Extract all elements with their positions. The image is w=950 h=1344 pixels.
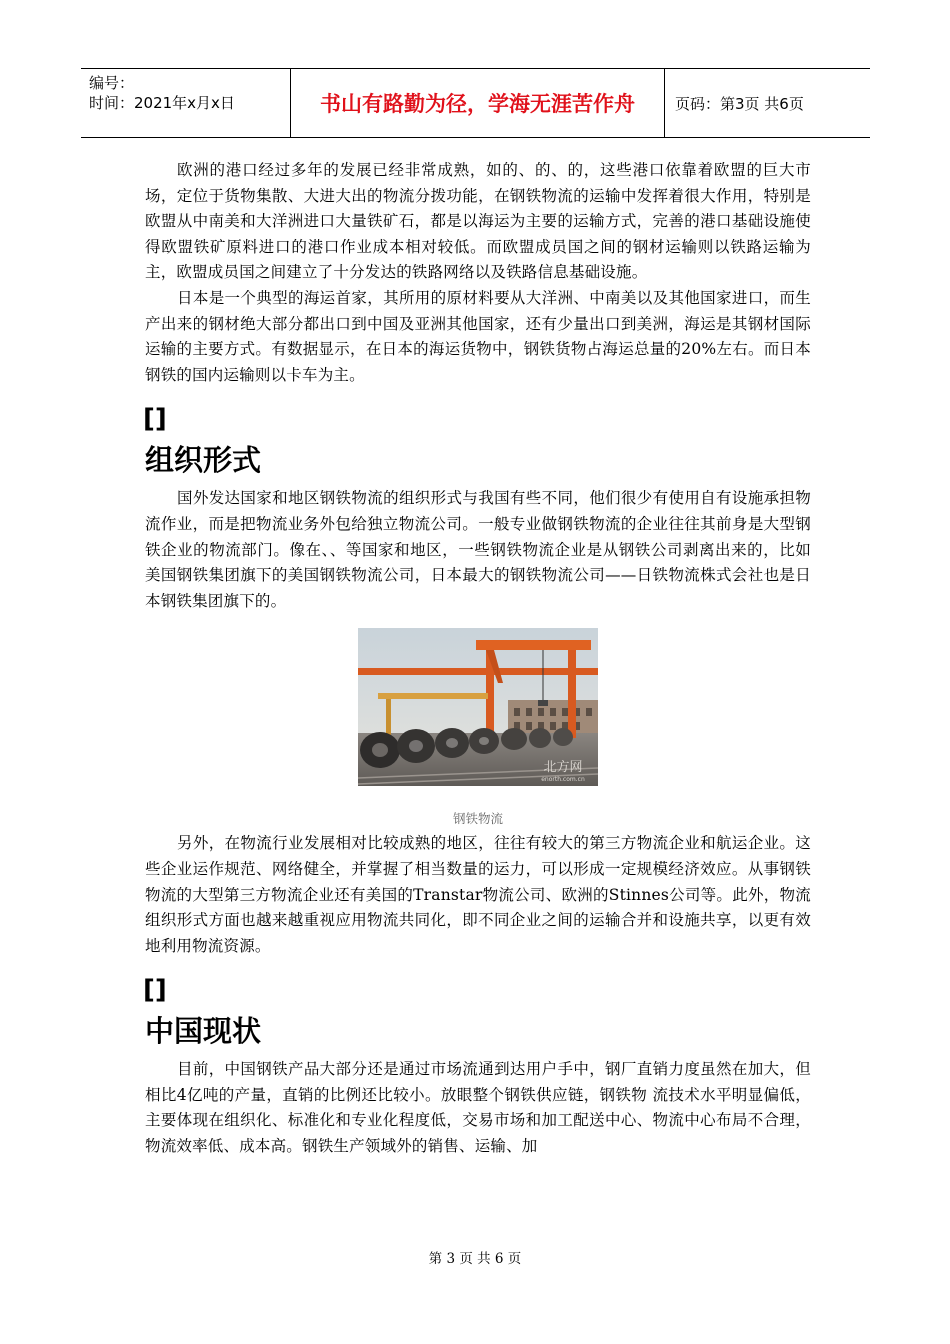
document-body [145,158,811,1160]
section-marker: [] [143,975,167,1006]
page-footer: 第 3 页 共 6 页 [428,1251,522,1267]
document-number-label: 编号： [89,74,135,92]
document-date-label: 时间：2021年x月x日 [89,94,235,112]
watermark-text: 北方网 [543,760,583,776]
header-motto: 书山有路勤为径，学海无涯苦作舟 [290,69,665,137]
paragraph-third-party: 另外，在物流行业发展相对比较成熟的地区，往往有较大的第三方物流企业和航运企业。这些企业运作规范、网络健全，并掌握了相当数量的运力，可以形成一定规模经济效应。从事钢铁物流的大型第三方物流企业还有美国的Transtar物流公司、欧洲的Stinnes公司等。此外，物流组织形式方面也越来越重视应用物流共同化，即不同企业之间的运输合并和设施共享，以更有效地利用物流资源。 [145,834,811,955]
watermark-subtext: enorth.com.cn [541,776,585,784]
section-heading-organization: 组织形式 [145,443,262,478]
figure-caption: 钢铁物流 [452,811,503,827]
steel-logistics-photo [358,628,598,786]
section-heading-china-status: 中国现状 [145,1014,262,1049]
paragraph-europe-ports: 欧洲的港口经过多年的发展已经非常成熟，如的、的、的，这些港口依靠着欧盟的巨大市场，定位于货物集散、大进大出的物流分拨功能，在钢铁物流的运输中发挥着很大作用，特别是欧盟从中南美和大洋洲进口大量铁矿石，都是以海运为主要的运输方式，完善的港口基础设施使得欧盟铁矿原料进口的港口作业成本相对较低。而欧盟成员国之间的钢材运输则以铁路运输为主，欧盟成员国之间建立了十分发达的铁路网络以及铁路信息基础设施。 [145,161,811,282]
paragraph-organization: 国外发达国家和地区钢铁物流的组织形式与我国有些不同，他们很少有使用自有设施承担物流作业，而是把物流业务外包给独立物流公司。一般专业做钢铁物流的企业往往其前身是大型钢铁企业的物流部门。像在、、等国家和地区，一些钢铁物流企业是从钢铁公司剥离出来的，比如美国钢铁集团旗下的美国钢铁物流公司，日本最大的钢铁物流公司——日铁物流株式会社也是日本钢铁集团旗下的。 [145,489,811,610]
paragraph-japan-shipping: 日本是一个典型的海运首家，其所用的原材料要从大洋洲、中南美以及其他国家进口，而生产出来的钢材绝大部分都出口到中国及亚洲其他国家，还有少量出口到美洲，海运是其钢材国际运输的主要方式。有数据显示，在日本的海运货物中，钢铁货物占海运总量的20%左右。而日本钢铁的国内运输则以卡车为主。 [145,288,811,384]
header-left-cell [81,69,290,137]
page-header [81,68,870,138]
paragraph-china-status: 目前，中国钢铁产品大部分还是通过市场流通到达用户手中，钢厂直销力度虽然在加大，但相比4亿吨的产量，直销的比例还比较小。放眼整个钢铁供应链，钢铁物 流技术水平明显偏低，主要体现在组织化、标准化和专业化程度低，交易市场和加工配送中心、物流中心布局不合理，物流效率低、成本高。钢铁生产领域外的销售、运输、加 [145,1060,811,1156]
figure [145,628,811,831]
header-page-number: 页码：第3页 共6页 [675,94,804,113]
section-marker: [] [143,404,167,435]
